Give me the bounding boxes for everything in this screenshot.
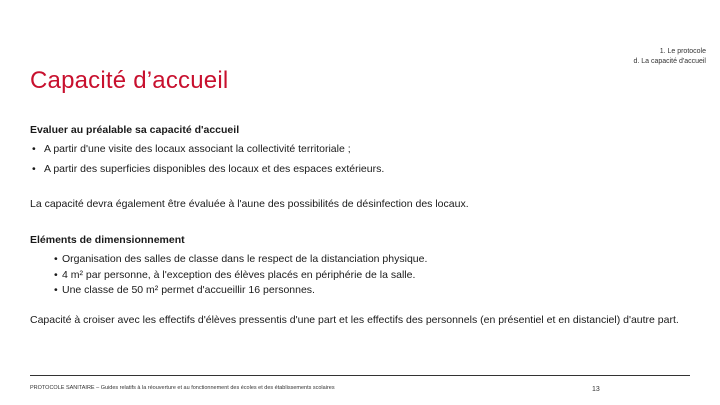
capacity-paragraph: Capacité à croiser avec les effectifs d'élèves pressentis d'une part et les effectifs des personnels (en présentiel et en distanciel) d'autre part.: [30, 314, 679, 326]
list-item: • 4 m² par personne, à l'exception des élèves placés en périphérie de la salle.: [54, 268, 427, 284]
breadcrumb-subsection: d. La capacité d'accueil: [633, 58, 706, 65]
footer-text: PROTOCOLE SANITAIRE – Guides relatifs à la réouverture et au fonctionnement des écoles et des établissements scolaires: [30, 385, 335, 391]
section-heading-evaluate: Evaluer au préalable sa capacité d'accueil: [30, 124, 240, 136]
footer-divider: [30, 375, 690, 376]
list-item: • Une classe de 50 m² permet d'accueillir 16 personnes.: [54, 283, 427, 299]
evaluate-list: [30, 143, 384, 176]
page-number: 13: [592, 386, 600, 393]
breadcrumb-section: 1. Le protocole: [659, 48, 706, 55]
list-item: • A partir des superficies disponibles des locaux et des espaces extérieurs.: [30, 163, 384, 176]
dimensioning-list: [54, 252, 427, 299]
disinfection-paragraph: La capacité devra également être évaluée à l'aune des possibilités de désinfection des locaux.: [30, 198, 469, 210]
page-title: Capacité d’accueil: [30, 67, 229, 94]
breadcrumb: [633, 47, 706, 67]
list-item: • Organisation des salles de classe dans le respect de la distanciation physique.: [54, 252, 427, 268]
section-heading-dimensioning: Eléments de dimensionnement: [30, 234, 185, 246]
list-item: • A partir d'une visite des locaux associant la collectivité territoriale ;: [30, 143, 384, 156]
